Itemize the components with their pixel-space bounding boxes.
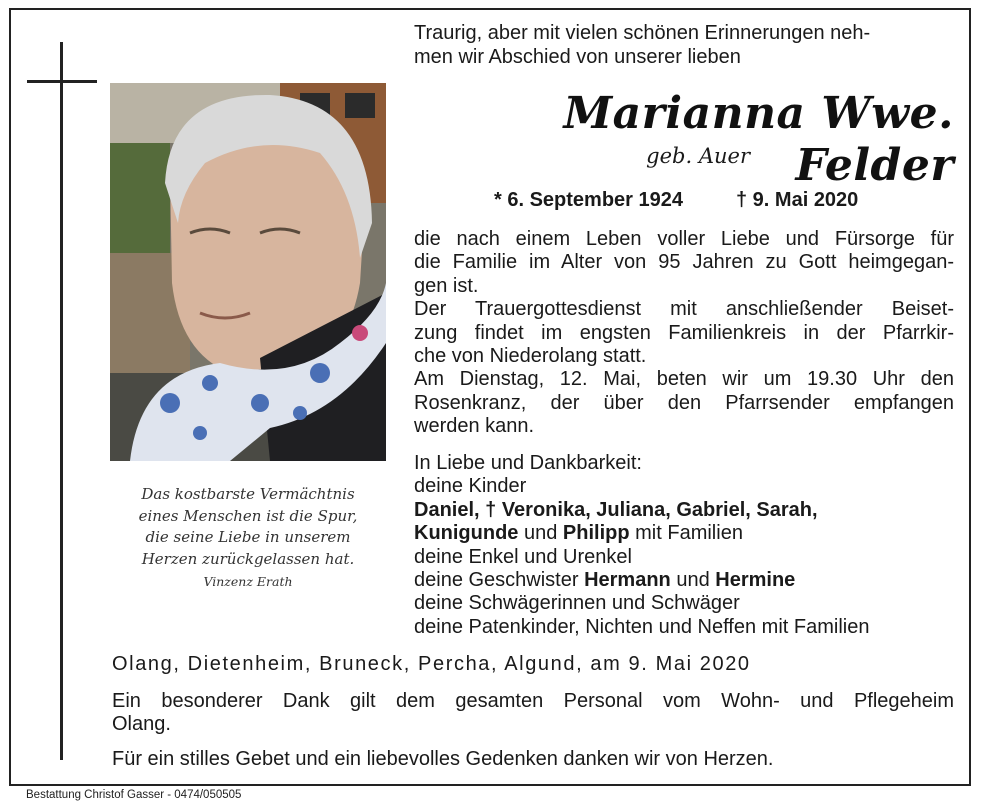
- mourners-list: [414, 452, 954, 639]
- children-names-line-2: [414, 522, 954, 545]
- intro-line: Traurig, aber mit vielen schönen Erinnerungen neh-: [414, 22, 871, 44]
- in-laws-line: deine Schwägerinnen und Schwäger: [414, 592, 740, 615]
- quote-author: Vinzenz Erath: [203, 574, 293, 589]
- message-line: gen ist.: [414, 274, 479, 297]
- message-line: die Familie im Alter von 95 Jahren zu Gott heimgegan-: [414, 251, 954, 274]
- sibling-name: Hermann: [584, 569, 671, 592]
- children-label: deine Kinder: [414, 475, 527, 498]
- special-thanks: [112, 690, 954, 737]
- siblings-line: [414, 569, 954, 592]
- message-line: Der Trauergottesdienst mit anschließender Beiset-: [414, 298, 954, 321]
- thanks-line: Olang.: [112, 713, 171, 736]
- godchildren-line: deine Patenkinder, Nichten und Neffen mit Familien: [414, 615, 870, 638]
- quote-line: eines Menschen ist die Spur,: [138, 506, 358, 525]
- message-line: che von Niederolang statt.: [414, 345, 647, 368]
- intro-text: [414, 21, 954, 69]
- sibling-name: Hermine: [715, 569, 796, 592]
- message-line: Am Dienstag, 12. Mai, beten wir um 19.30 Uhr den: [414, 368, 954, 391]
- deceased-name: Marianna Wwe. Felder: [563, 88, 954, 191]
- message-line: werden kann.: [414, 415, 535, 438]
- announcement-text: [414, 228, 954, 439]
- child-name: Kunigunde: [414, 522, 519, 545]
- children-names-line: [414, 499, 954, 522]
- thanks-line: Ein besonderer Dank gilt dem gesamten Personal vom Wohn- und Pflegeheim: [112, 690, 954, 712]
- memorial-quote: [112, 484, 384, 593]
- death-date: † 9. Mai 2020: [736, 189, 859, 211]
- conjunction: und: [518, 522, 563, 545]
- quote-line: Das kostbarste Vermächtnis: [141, 485, 355, 503]
- place-and-date: Olang, Dietenheim, Bruneck, Percha, Algund, am 9. Mai 2020: [112, 653, 751, 675]
- maiden-name: geb. Auer: [646, 144, 750, 168]
- message-line: die nach einem Leben voller Liebe und Fürsorge für: [414, 228, 954, 250]
- child-name: Philipp: [562, 522, 630, 545]
- birth-date: * 6. September 1924: [494, 189, 683, 211]
- message-line: zung findet im engsten Familienkreis in der Pfarrkir-: [414, 321, 954, 344]
- with-families-text: mit Familien: [629, 522, 743, 545]
- funeral-home-credit: Bestattung Christof Gasser - 0474/050505: [26, 789, 242, 801]
- intro-line: men wir Abschied von unserer lieben: [414, 46, 741, 68]
- siblings-label: deine Geschwister: [414, 569, 585, 592]
- grandchildren-line: deine Enkel und Urenkel: [414, 545, 632, 568]
- cross-horizontal-bar: [27, 80, 97, 83]
- message-line: Rosenkranz, der über den Pfarrsender empfangen: [414, 391, 954, 414]
- prayer-thanks: Für ein stilles Gebet und ein liebevolles Gedenken danken wir von Herzen.: [112, 748, 774, 770]
- quote-line: die seine Liebe in unserem: [145, 528, 351, 546]
- mourners-heading: In Liebe und Dankbarkeit:: [414, 452, 642, 474]
- conjunction: und: [670, 569, 716, 592]
- cross-vertical-bar: [60, 42, 63, 760]
- portrait-photo: [110, 83, 386, 461]
- quote-line: Herzen zurückgelassen hat.: [141, 549, 355, 568]
- children-names: Daniel, † Veronika, Juliana, Gabriel, Sarah,: [414, 498, 818, 521]
